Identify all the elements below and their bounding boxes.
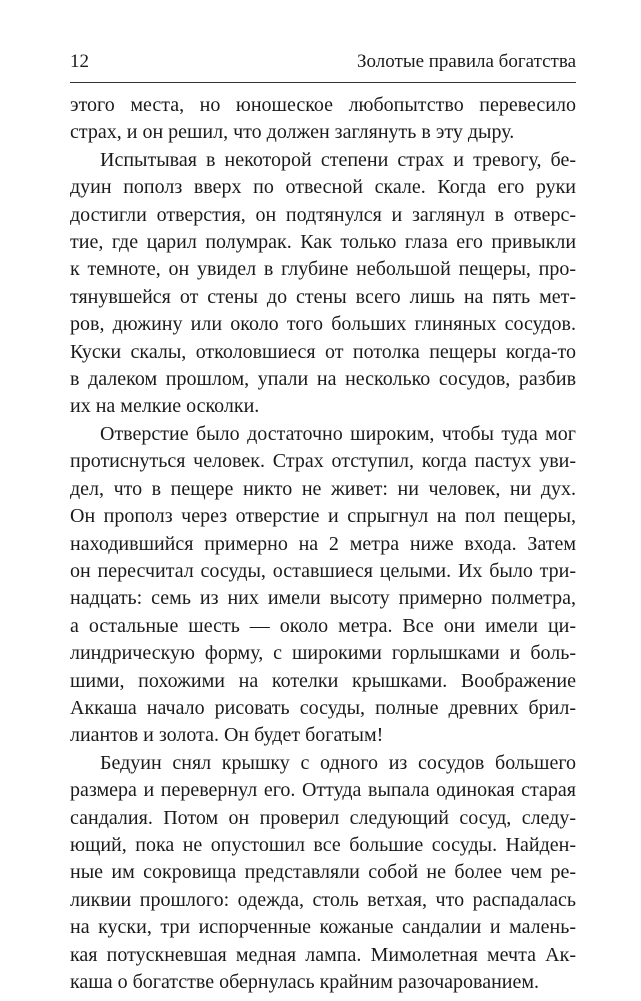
text-line: их на мелкие осколки. xyxy=(70,395,260,418)
text-line: надцать: семь из них имели высоту примерно полметра, xyxy=(70,587,577,610)
paragraph xyxy=(70,750,576,997)
paragraph xyxy=(70,421,576,750)
text-line: Бедуин снял крышку с одного из сосудов большего xyxy=(100,751,577,774)
text-line: сандалия. Потом он проверил следующий сосуд, следу- xyxy=(70,806,576,829)
text-line: он пересчитал сосуды, оставшиеся целыми. Их было три- xyxy=(70,559,576,582)
text-line: ликвии прошлого: одежда, столь ветхая, что распадалась xyxy=(70,888,577,911)
text-line: дел, что в пещере никто не живет: ни человек, ни дух. xyxy=(70,477,577,500)
text-line: размера и перевернул его. Оттуда выпала одинокая старая xyxy=(70,779,576,802)
page-number: 12 xyxy=(70,51,89,72)
text-line: Куски скалы, отколовшиеся от потолка пещеры когда-то xyxy=(70,340,576,363)
text-line: линдрическую форму, с широкими горлышками и боль- xyxy=(70,642,577,665)
text-line: дуин пополз вверх по отвесной скале. Когда его руки xyxy=(70,176,576,199)
text-line: Аккаша начало рисовать сосуды, полные древних брил- xyxy=(70,696,577,719)
text-line: кая потускневшая медная лампа. Мимолетная мечта Ак- xyxy=(70,943,576,966)
text-line: этого места, но юношеское любопытство перевесило xyxy=(70,94,576,116)
text-line: ющий, пока не опустошил все большие сосуды. Найден- xyxy=(70,833,576,856)
text-line: к темноте, он увидел в глубине небольшой пещеры, про- xyxy=(70,258,577,281)
text-line: ров, дюжину или около того больших глиняных сосудов. xyxy=(70,313,576,336)
text-line: лиантов и золота. Он будет богатым! xyxy=(70,724,384,747)
body-text xyxy=(70,92,576,996)
book-title: Золотые правила богатства xyxy=(357,51,576,72)
paragraph xyxy=(70,92,576,147)
text-line: протиснуться человек. Страх отступил, когда пастух уви- xyxy=(70,450,577,473)
header-rule xyxy=(70,82,576,83)
text-line: достигли отверстия, он подтянулся и заглянул в отверс- xyxy=(70,203,576,226)
running-head xyxy=(70,48,576,76)
text-line: Отверстие было достаточно широким, чтобы туда мог xyxy=(100,422,577,445)
text-line: Испытывая в некоторой степени страх и тревогу, бе- xyxy=(100,148,576,171)
text-line: а остальные шесть — около метра. Все они имели ци- xyxy=(70,614,577,637)
text-line: Он прополз через отверстие и спрыгнул на пол пещеры, xyxy=(70,505,577,528)
text-line: шими, похожими на котелки крышками. Воображение xyxy=(70,669,576,692)
text-line: в далеком прошлом, упали на несколько сосудов, разбив xyxy=(70,368,577,391)
text-line: на куски, три испорченные кожаные сандалии и малень- xyxy=(70,916,576,939)
text-line: каша о богатстве обернулась крайним разочарованием. xyxy=(70,971,540,993)
text-line: ные им сокровища представляли собой не более чем ре- xyxy=(70,861,576,884)
text-line: страх, и он решил, что должен заглянуть в эту дыру. xyxy=(70,121,515,144)
text-line: находившийся примерно на 2 метра ниже входа. Затем xyxy=(70,532,576,555)
text-line: тие, где царил полумрак. Как только глаза его привыкли xyxy=(70,231,577,254)
paragraph xyxy=(70,147,576,421)
text-line: тянувшейся от стены до стены всего лишь на пять мет- xyxy=(70,285,577,308)
